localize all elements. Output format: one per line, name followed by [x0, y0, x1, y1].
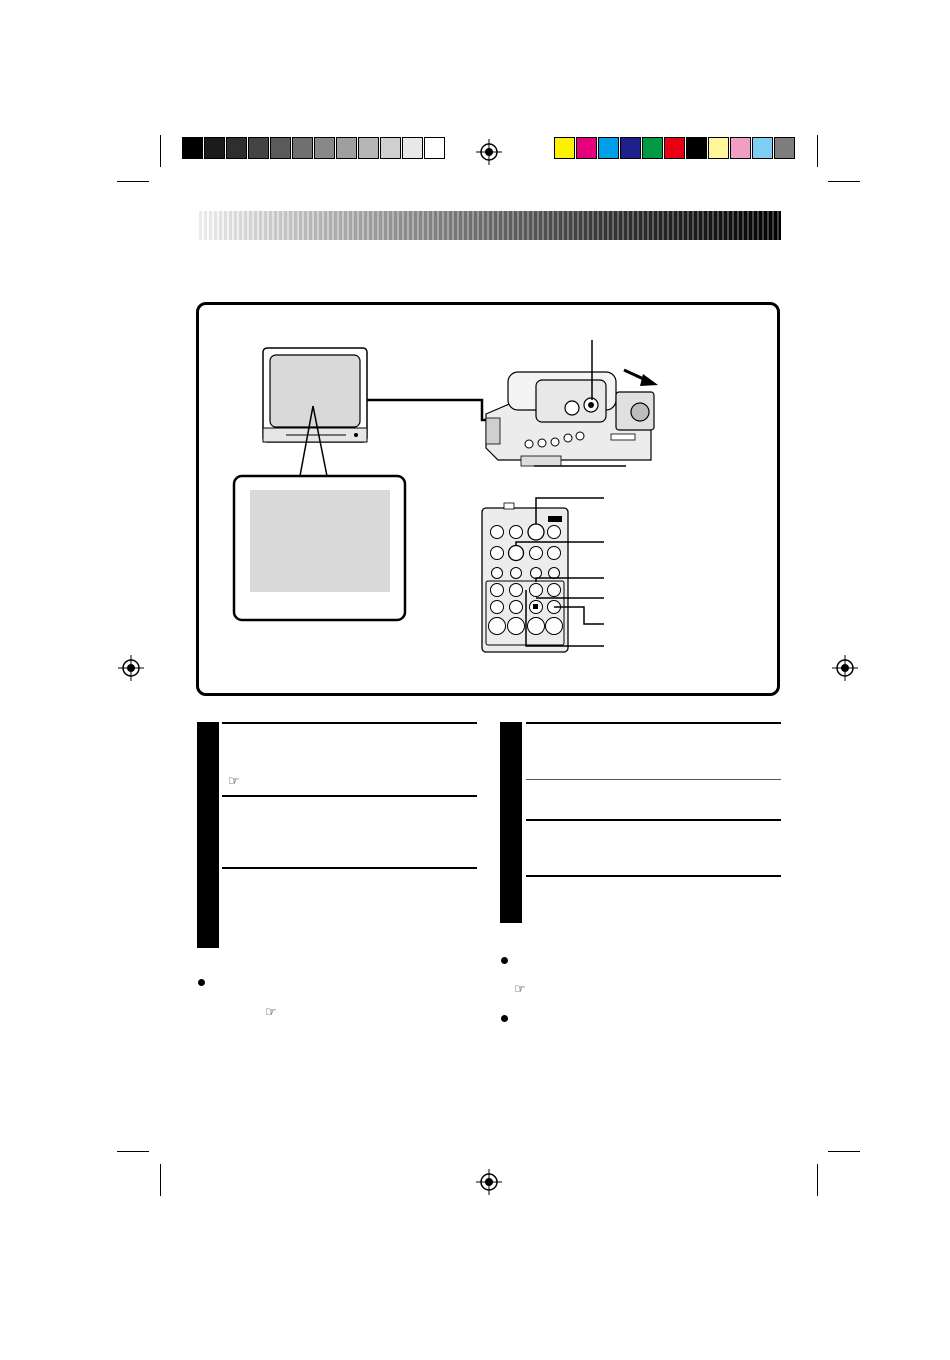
- gray-swatch: [182, 137, 203, 159]
- color-swatch: [686, 137, 707, 159]
- gray-swatch: [314, 137, 335, 159]
- registration-mark-top-icon: [476, 139, 502, 165]
- color-swatch: [708, 137, 729, 159]
- color-swatch: [774, 137, 795, 159]
- crop-mark-bottom-left-horizontal: [117, 1151, 149, 1152]
- crop-mark-top-right-vertical: [817, 135, 818, 167]
- header-gradient-band: [197, 211, 781, 240]
- note-bullet-left: [198, 979, 205, 986]
- gray-swatch: [336, 137, 357, 159]
- gray-swatch: [204, 137, 225, 159]
- color-swatch: [576, 137, 597, 159]
- step-rule-right-1: [526, 722, 781, 724]
- gray-swatch: [292, 137, 313, 159]
- step-rule-left-2: [222, 795, 477, 797]
- camcorder-icon: [486, 372, 654, 466]
- page-reference-icon: ☞: [265, 1005, 277, 1020]
- color-swatch: [752, 137, 773, 159]
- step-rule-right-4: [526, 875, 781, 877]
- color-swatch: [598, 137, 619, 159]
- page-reference-icon: ☞: [514, 982, 526, 997]
- gray-swatch: [248, 137, 269, 159]
- color-swatch: [642, 137, 663, 159]
- crop-mark-top-right-horizontal: [828, 181, 860, 182]
- crop-mark-bottom-left-vertical: [160, 1164, 161, 1196]
- tv-set-icon: [263, 348, 367, 442]
- crop-mark-top-left-horizontal: [117, 181, 149, 182]
- page-reference-icon: ☞: [228, 774, 240, 789]
- gray-swatch: [226, 137, 247, 159]
- color-swatch: [620, 137, 641, 159]
- color-swatch: [664, 137, 685, 159]
- color-swatch: [730, 137, 751, 159]
- note-bullet-right-2: [501, 1015, 508, 1022]
- step-rule-left-1: [222, 722, 477, 724]
- crop-mark-bottom-right-horizontal: [828, 1151, 860, 1152]
- gray-swatch: [358, 137, 379, 159]
- step-rule-left-3: [222, 867, 477, 869]
- crop-mark-bottom-right-vertical: [817, 1164, 818, 1196]
- step-bar-left: [197, 722, 219, 948]
- connection-illustration: [196, 302, 780, 696]
- gray-swatch: [270, 137, 291, 159]
- step-rule-right-3: [526, 819, 781, 821]
- step-rule-right-2: [526, 779, 781, 780]
- gray-swatch: [402, 137, 423, 159]
- registration-mark-right-icon: [832, 655, 858, 681]
- gray-swatch: [424, 137, 445, 159]
- crop-mark-top-left-vertical: [160, 135, 161, 167]
- step-bar-right: [500, 722, 522, 923]
- gray-swatch: [380, 137, 401, 159]
- color-swatch: [554, 137, 575, 159]
- registration-mark-bottom-icon: [476, 1169, 502, 1195]
- registration-mark-left-icon: [118, 655, 144, 681]
- note-bullet-right-1: [501, 957, 508, 964]
- eject-direction-arrow-icon: [624, 370, 658, 386]
